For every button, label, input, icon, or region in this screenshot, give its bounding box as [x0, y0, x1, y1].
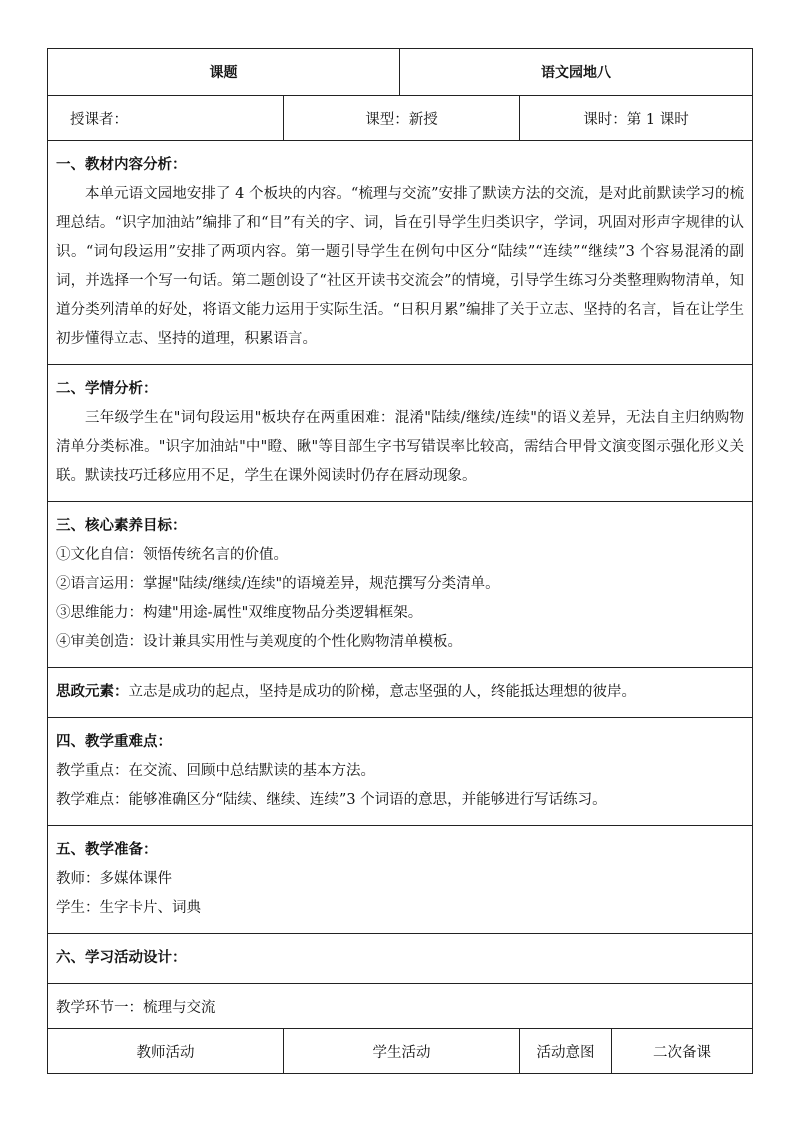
keypoint-item: 教学难点：能够准确区分“陆续、继续、连续”3 个词语的意思，并能够进行写话练习。: [56, 792, 607, 808]
learner-title: 二、学情分析：: [56, 381, 158, 397]
analysis-body: 本单元语文园地安排了 4 个板块的内容。“梳理与交流”安排了默读方法的交流，是对此前默读学习的梳理总结。“识字加油站”编排了和“目”有关的字、词，旨在引导学生归类识字，学词，巩固对形声字规律的认识。“词句段运用”安排了两项内容。第一题引导学生在例句中区分“陆续”“连续”“继续”3 个容易混淆的副词，并选择一个写一句话。第二题创设了“社区开读书交流会”的情境，引导学生练习分类整理购物清单，知道分类列清单的好处，将语文能力运用于实际生活。“日积月累”编排了关于立志、坚持的名言，旨在让学生初步懂得立志、坚持的道理，积累语言。: [56, 186, 745, 347]
topic-label: 课题: [48, 49, 400, 96]
teacher-field: 授课者：: [48, 96, 284, 141]
keypoints-section: [48, 718, 753, 826]
learner-body: 三年级学生在"词句段运用"板块存在两重困难：混淆"陆续/继续/连续"的语义差异，无法自主归纳购物清单分类标准。"识字加油站"中"瞪、瞅"等目部生字书写错误率比较高，需结合甲骨文演变图示强化形义关联。默读技巧迁移应用不足，学生在课外阅读时仍存在唇动现象。: [56, 410, 745, 484]
step-row: [48, 984, 753, 1029]
keypoint-item: 教学重点：在交流、回顾中总结默读的基本方法。: [56, 763, 375, 779]
col-teacher-activity: 教师活动: [48, 1029, 284, 1074]
ideology-line: [56, 678, 744, 707]
design-title: 六、学习活动设计：: [56, 950, 187, 966]
col-second-prep: 二次备课: [612, 1029, 753, 1074]
analysis-title: 一、教材内容分析：: [56, 157, 187, 173]
goal-item: ②语言运用：掌握"陆续/继续/连续"的语境差异，规范撰写分类清单。: [56, 576, 500, 592]
goals-title: 三、核心素养目标：: [56, 518, 187, 534]
ideology-section: [48, 668, 753, 718]
learner-section: [48, 365, 753, 502]
keypoints-title: 四、教学重难点：: [56, 734, 172, 750]
header-row: [48, 49, 753, 96]
prep-item: 教师：多媒体课件: [56, 871, 172, 887]
design-section: [48, 934, 753, 984]
step-text: 教学环节一：梳理与交流: [48, 984, 753, 1029]
col-activity-intent: 活动意图: [520, 1029, 612, 1074]
lesson-hours-field: 课时：第 1 课时: [520, 96, 753, 141]
activity-header-row: [48, 1029, 753, 1074]
prep-title: 五、教学准备：: [56, 842, 158, 858]
meta-row: [48, 96, 753, 141]
col-student-activity: 学生活动: [284, 1029, 520, 1074]
topic-value: 语文园地八: [400, 49, 753, 96]
ideology-text: 立志是成功的起点，坚持是成功的阶梯，意志坚强的人，终能抵达理想的彼岸。: [128, 684, 636, 700]
prep-item: 学生：生字卡片、词典: [56, 900, 201, 916]
prep-section: [48, 826, 753, 934]
lesson-type-field: 课型：新授: [284, 96, 520, 141]
lesson-plan-document: [47, 48, 752, 1074]
goal-item: ④审美创造：设计兼具实用性与美观度的个性化购物清单模板。: [56, 634, 462, 650]
goals-section: [48, 502, 753, 668]
analysis-section: [48, 141, 753, 365]
goal-item: ③思维能力：构建"用途-属性"双维度物品分类逻辑框架。: [56, 605, 423, 621]
ideology-label: 思政元素：: [56, 684, 129, 700]
goal-item: ①文化自信：领悟传统名言的价值。: [56, 547, 288, 563]
lesson-plan-table: [47, 48, 753, 1074]
